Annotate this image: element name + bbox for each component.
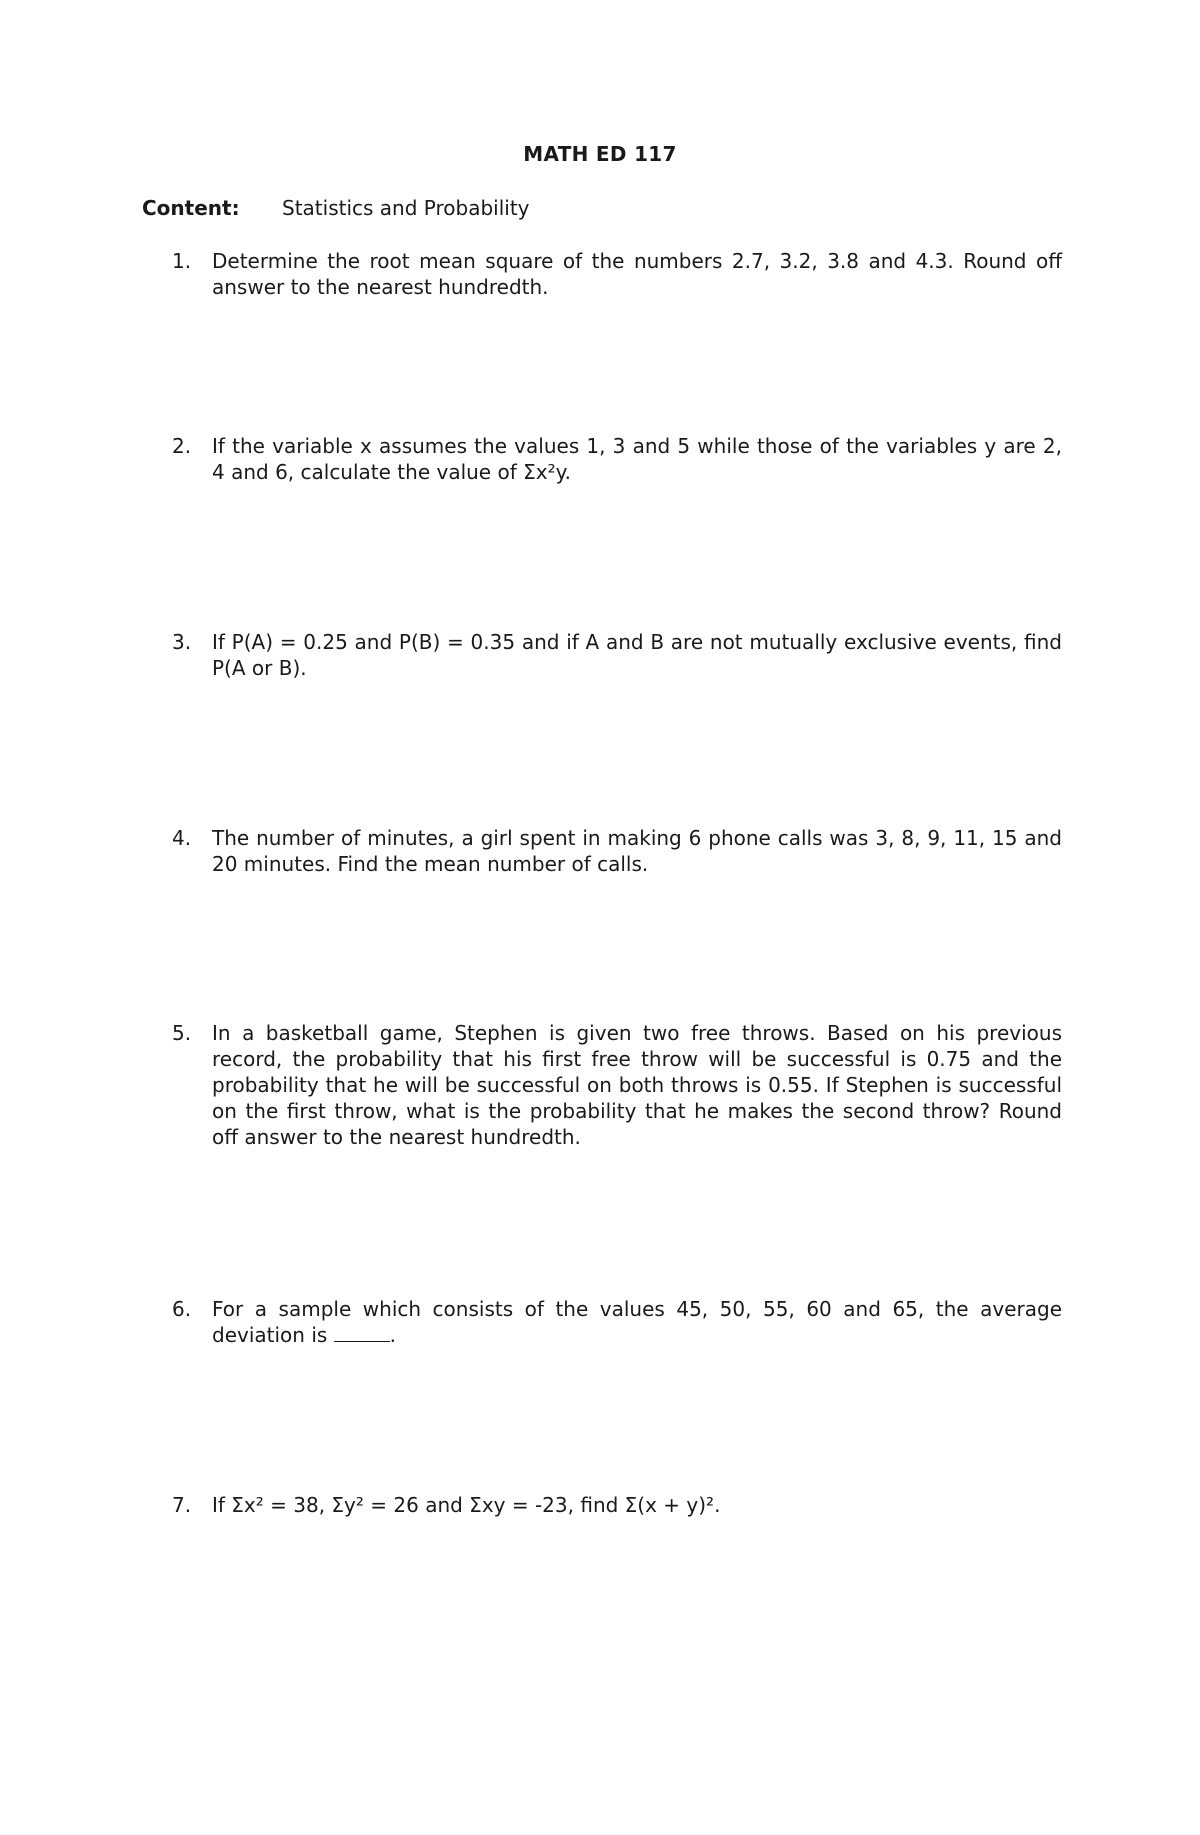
question-3	[172, 629, 1062, 681]
content-value: Statistics and Probability	[282, 196, 530, 220]
question-number: 1.	[172, 249, 192, 273]
question-text	[212, 1296, 1062, 1348]
question-5	[172, 1020, 1062, 1150]
question-number: 3.	[172, 630, 192, 654]
question-number: 7.	[172, 1493, 192, 1517]
question-2	[172, 433, 1062, 485]
question-7	[172, 1492, 1062, 1518]
answer-blank	[334, 1325, 390, 1342]
question-number: 2.	[172, 434, 192, 458]
question-4	[172, 825, 1062, 877]
question-text-start: For a sample which consists of the values 45, 50, 55, 60 and 65, the average deviation is	[212, 1297, 1062, 1347]
content-row	[142, 196, 530, 220]
question-text: The number of minutes, a girl spent in making 6 phone calls was 3, 8, 9, 11, 15 and 20 minutes. Find the mean number of calls.	[212, 826, 1062, 876]
question-6	[172, 1296, 1062, 1348]
page-title: MATH ED 117	[523, 142, 677, 166]
question-text: If Σx² = 38, Σy² = 26 and Σxy = -23, find Σ(x + y)².	[212, 1493, 721, 1517]
question-number: 6.	[172, 1297, 192, 1321]
question-1	[172, 248, 1062, 300]
question-text: If the variable x assumes the values 1, 3 and 5 while those of the variables y are 2, 4 and 6, calculate the value of Σx²y.	[212, 434, 1062, 484]
question-text: In a basketball game, Stephen is given two free throws. Based on his previous record, the probability that his first free throw will be successful is 0.75 and the probability that he will be successful on both throws is 0.55. If Stephen is successful on the first throw, what is the probability that he makes the second throw? Round off answer to the nearest hundredth.	[212, 1021, 1062, 1149]
question-number: 4.	[172, 826, 192, 850]
question-text: If P(A) = 0.25 and P(B) = 0.35 and if A and B are not mutually exclusive events, find P(A or B).	[212, 630, 1062, 680]
question-text-end: .	[389, 1323, 397, 1347]
question-text: Determine the root mean square of the numbers 2.7, 3.2, 3.8 and 4.3. Round off answer to the nearest hundredth.	[212, 249, 1062, 299]
content-label: Content:	[142, 196, 240, 220]
question-number: 5.	[172, 1021, 192, 1045]
